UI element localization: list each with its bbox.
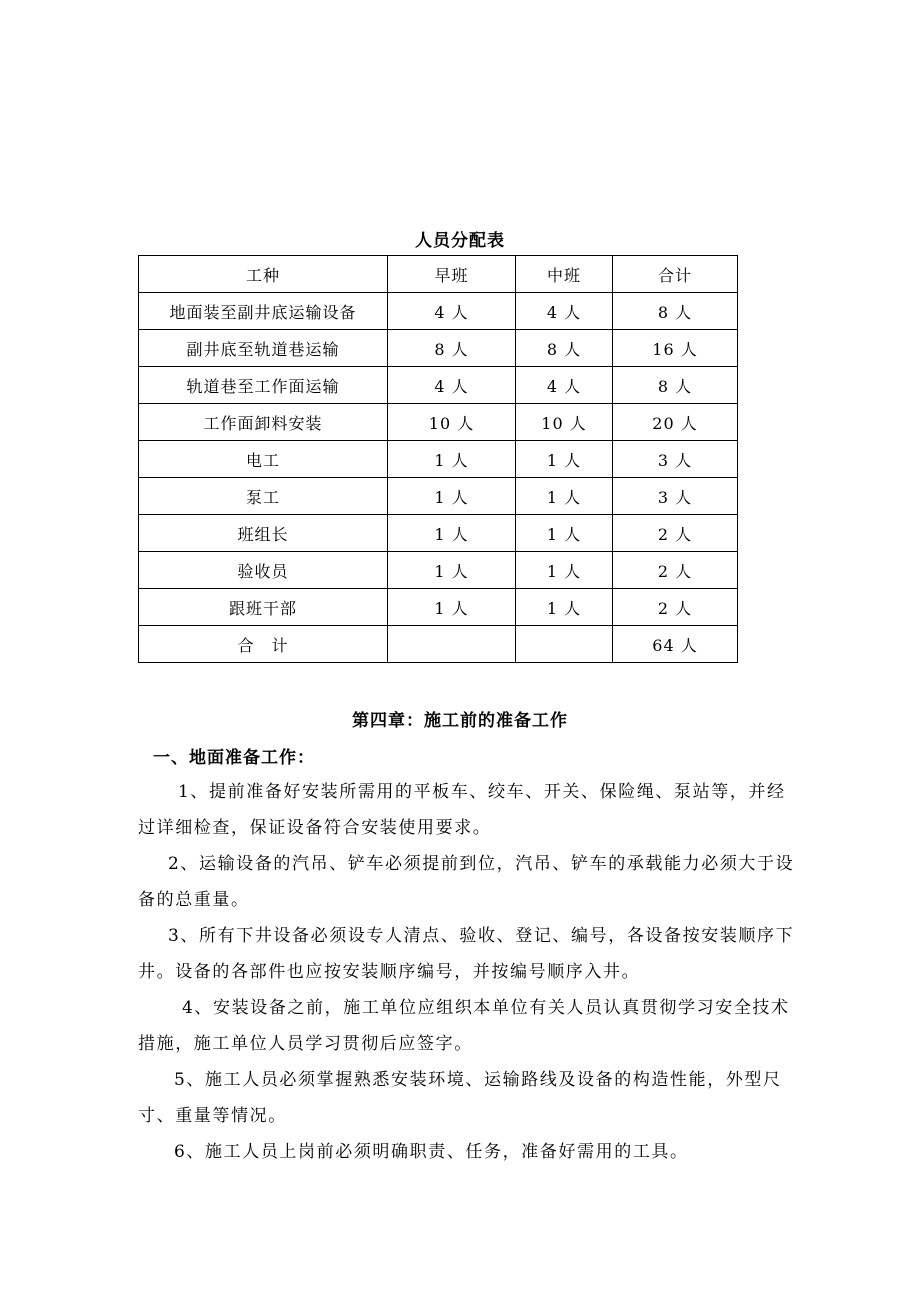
table-cell: 工作面卸料安装	[139, 404, 388, 441]
table-cell: 10 人	[516, 404, 613, 441]
table-total-row	[139, 626, 738, 663]
table-cell: 8 人	[388, 330, 516, 367]
table-cell: 1 人	[516, 552, 613, 589]
table-cell: 8 人	[516, 330, 613, 367]
header-cell-middle-shift: 中班	[516, 256, 613, 293]
paragraph-1: 1、提前准备好安装所需用的平板车、绞车、开关、保险绳、泵站等，并经过详细检查，保证设备符合安装使用要求。	[138, 782, 786, 838]
table-cell: 2 人	[613, 552, 738, 589]
table-cell: 20 人	[613, 404, 738, 441]
table-row	[139, 552, 738, 589]
table-cell: 地面装至副井底运输设备	[139, 293, 388, 330]
paragraph-5: 5、施工人员必须掌握熟悉安装环境、运输路线及设备的构造性能，外型尺寸、重量等情况。	[138, 1070, 782, 1126]
paragraph-4: 4、安装设备之前，施工单位应组织本单位有关人员认真贯彻学习安全技术措施，施工单位人员学习贯彻后应签字。	[138, 998, 790, 1054]
table-cell: 1 人	[516, 441, 613, 478]
table-cell: 8 人	[613, 293, 738, 330]
header-cell-morning-shift: 早班	[388, 256, 516, 293]
table-row	[139, 367, 738, 404]
table-row	[139, 441, 738, 478]
section-title: 一、地面准备工作：	[153, 748, 315, 768]
table-cell: 1 人	[516, 478, 613, 515]
table-cell: 4 人	[388, 293, 516, 330]
total-middle-cell	[516, 626, 613, 663]
table-row	[139, 589, 738, 626]
table-cell: 1 人	[388, 552, 516, 589]
paragraph-2: 2、运输设备的汽吊、铲车必须提前到位，汽吊、铲车的承载能力必须大于设备的总重量。	[138, 854, 795, 910]
table-cell: 8 人	[613, 367, 738, 404]
table-row	[139, 478, 738, 515]
table-cell: 4 人	[516, 367, 613, 404]
table-row	[139, 515, 738, 552]
table-cell: 16 人	[613, 330, 738, 367]
table-cell: 2 人	[613, 589, 738, 626]
table-cell: 1 人	[516, 589, 613, 626]
table-cell: 10 人	[388, 404, 516, 441]
table-cell: 4 人	[388, 367, 516, 404]
table-cell: 轨道巷至工作面运输	[139, 367, 388, 404]
total-sum-cell: 64 人	[613, 626, 738, 663]
table-cell: 3 人	[613, 478, 738, 515]
paragraph-6: 6、施工人员上岗前必须明确职责、任务，准备好需用的工具。	[174, 1142, 689, 1162]
table-row	[139, 404, 738, 441]
table-cell: 1 人	[388, 589, 516, 626]
table-cell: 1 人	[388, 515, 516, 552]
table-cell: 泵工	[139, 478, 388, 515]
table-cell: 2 人	[613, 515, 738, 552]
chapter-title: 第四章：施工前的准备工作	[352, 711, 568, 731]
total-label-cell: 合 计	[139, 626, 388, 663]
paragraph-3: 3、所有下井设备必须设专人清点、验收、登记、编号，各设备按安装顺序下井。设备的各部件也应按安装顺序编号，并按编号顺序入井。	[138, 926, 795, 982]
table-header-row	[139, 256, 738, 293]
total-morning-cell	[388, 626, 516, 663]
table-cell: 跟班干部	[139, 589, 388, 626]
table-cell: 验收员	[139, 552, 388, 589]
table-cell: 1 人	[388, 441, 516, 478]
header-cell-total: 合计	[613, 256, 738, 293]
table-title: 人员分配表	[415, 231, 505, 251]
table-cell: 1 人	[388, 478, 516, 515]
header-cell-trade: 工种	[139, 256, 388, 293]
table-cell: 4 人	[516, 293, 613, 330]
table-cell: 班组长	[139, 515, 388, 552]
table-cell: 1 人	[516, 515, 613, 552]
table-cell: 电工	[139, 441, 388, 478]
table-cell: 副井底至轨道巷运输	[139, 330, 388, 367]
table-cell: 3 人	[613, 441, 738, 478]
table-row	[139, 293, 738, 330]
table-row	[139, 330, 738, 367]
staff-allocation-table	[138, 255, 738, 663]
